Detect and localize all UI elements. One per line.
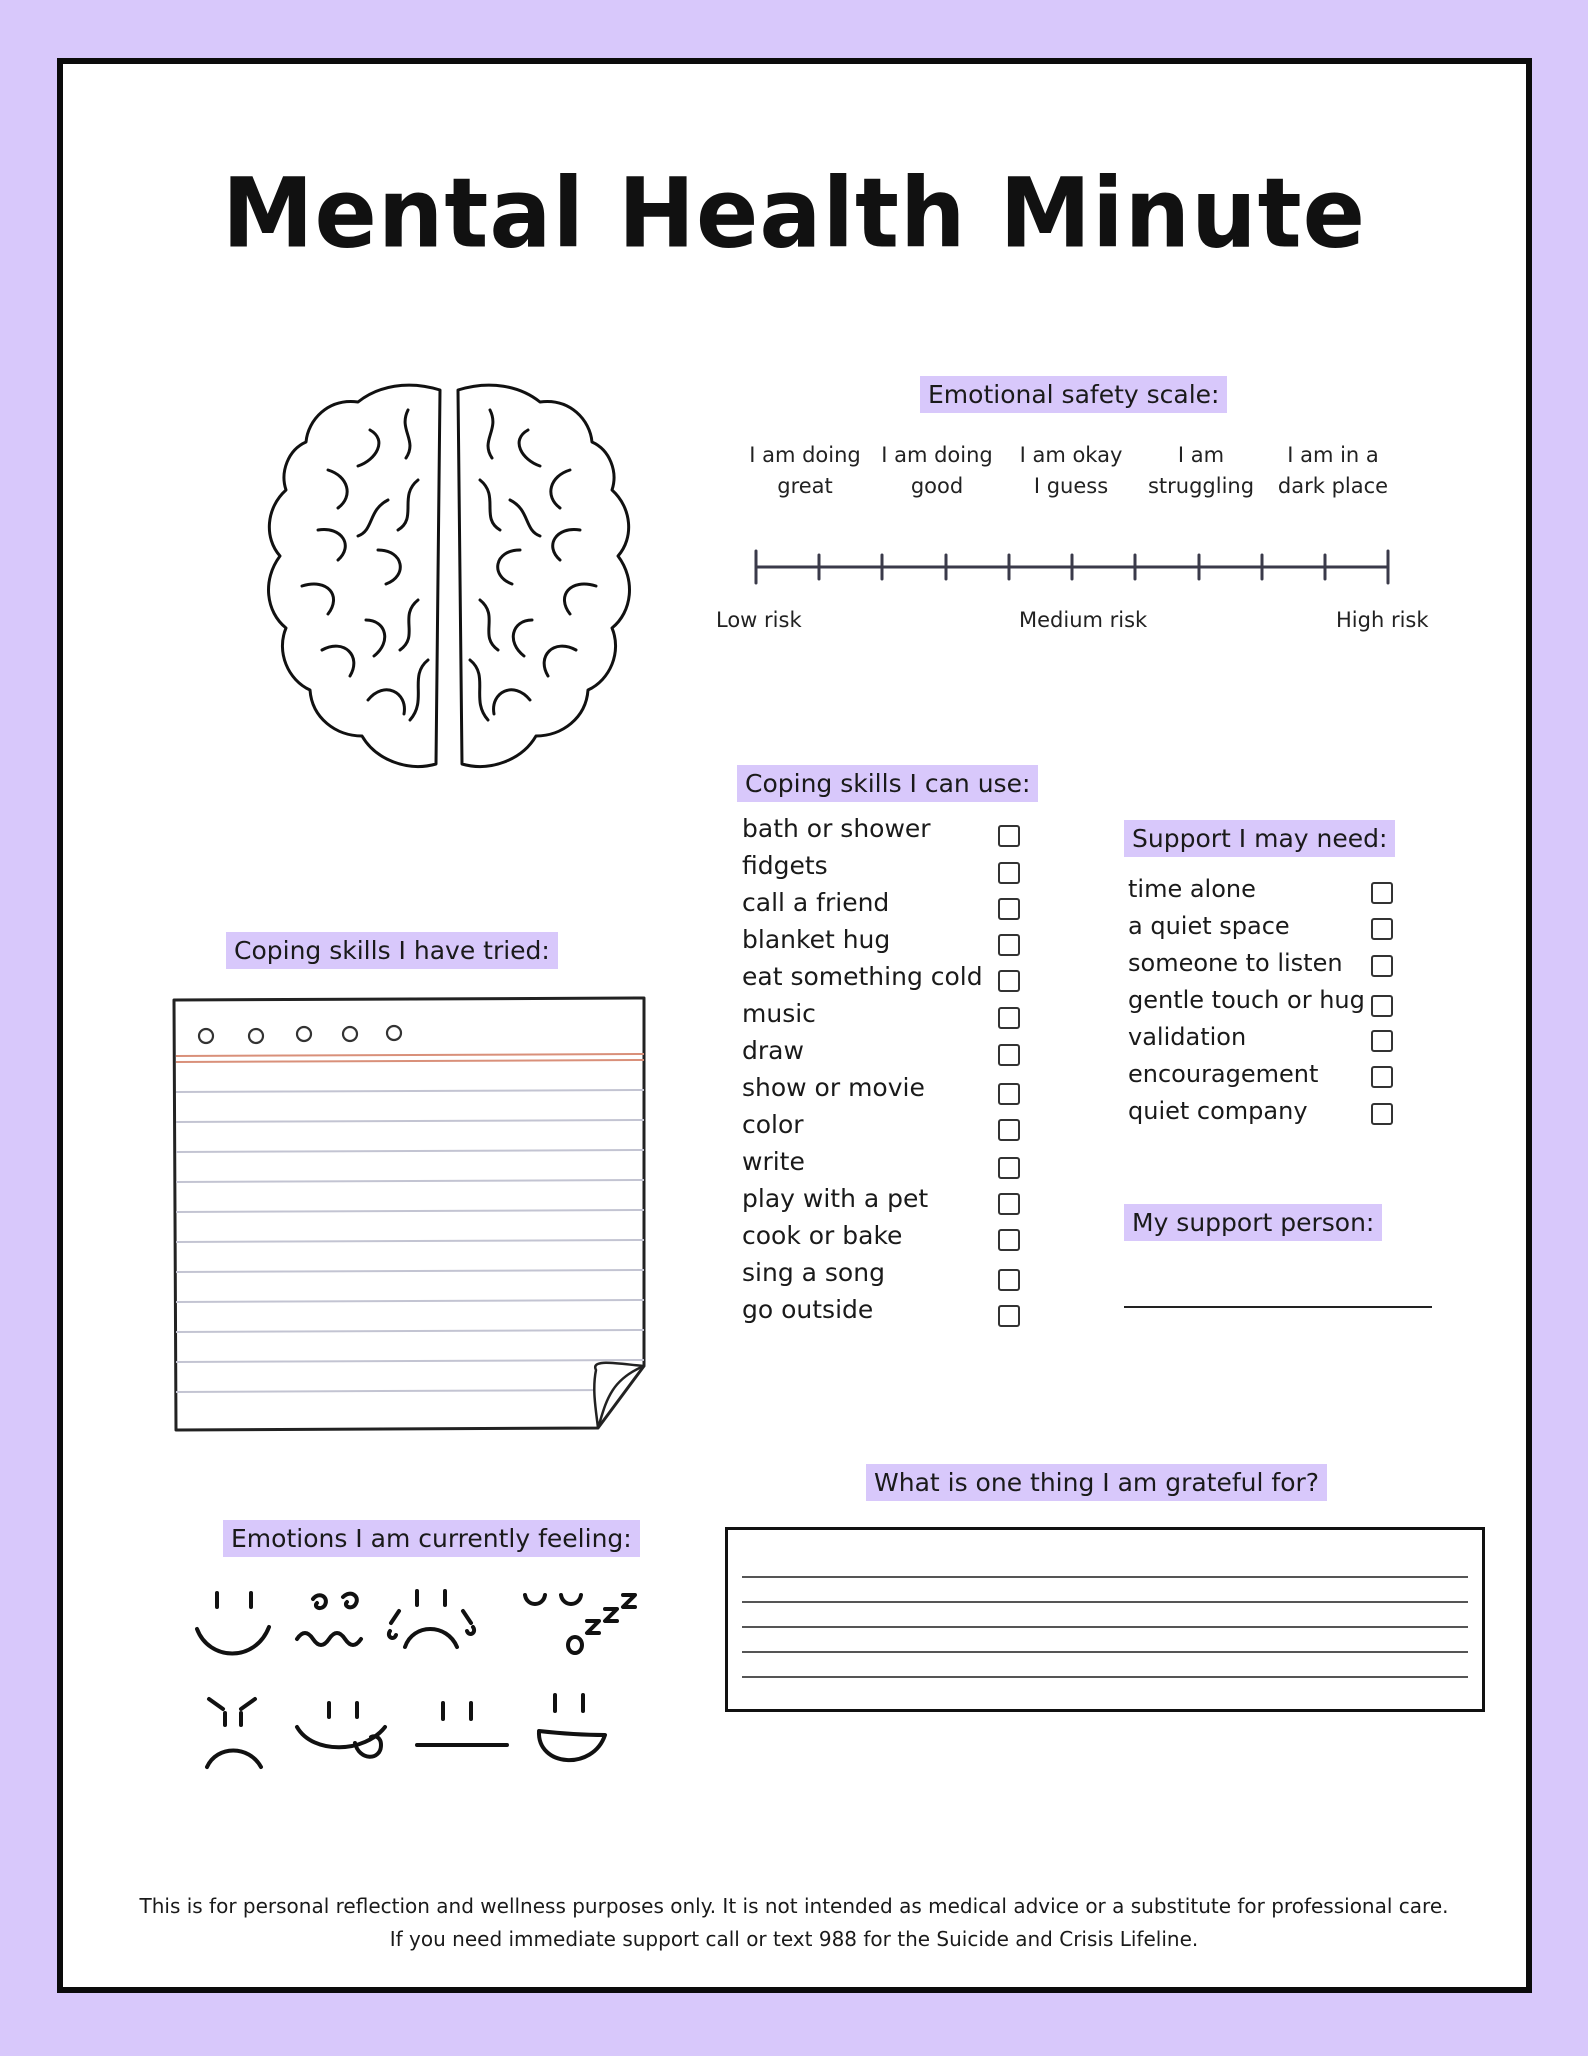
- coping-item-label: eat something cold: [742, 962, 983, 991]
- angry-face-icon: [207, 1699, 261, 1767]
- emotions-heading: Emotions I am currently feeling:: [223, 1520, 640, 1557]
- gratitude-heading: What is one thing I am grateful for?: [866, 1464, 1327, 1501]
- dizzy-face-icon: [297, 1594, 361, 1645]
- support-checkbox[interactable]: [1371, 882, 1393, 904]
- grinning-face-icon: [539, 1695, 605, 1760]
- coping-checkbox[interactable]: [998, 825, 1020, 847]
- support-checkbox[interactable]: [1371, 955, 1393, 977]
- gratitude-line: [742, 1626, 1468, 1628]
- support-item-label: a quiet space: [1128, 912, 1290, 940]
- support-item-label: time alone: [1128, 875, 1256, 903]
- support-needs-heading: Support I may need:: [1124, 820, 1395, 857]
- gratitude-line: [742, 1576, 1468, 1578]
- coping-checkbox[interactable]: [998, 898, 1020, 920]
- scale-level-struggling: [1136, 440, 1266, 502]
- support-checkbox[interactable]: [1371, 995, 1393, 1017]
- disclaimer: [0, 1890, 1588, 1956]
- coping-item-label: play with a pet: [742, 1184, 929, 1213]
- scale-level-okay: [1006, 440, 1136, 502]
- scale-level-great-line2: great: [777, 474, 833, 498]
- emotion-faces: [185, 1585, 665, 1785]
- neutral-face-icon: [417, 1703, 507, 1745]
- scale-level-good-line1: I am doing: [881, 443, 993, 467]
- coping-checkbox[interactable]: [998, 1193, 1020, 1215]
- support-item-label: quiet company: [1128, 1097, 1308, 1125]
- coping-item-label: color: [742, 1110, 804, 1139]
- risk-high-label: High risk: [1336, 608, 1429, 632]
- scale-level-great-line1: I am doing: [749, 443, 861, 467]
- coping-checkbox[interactable]: [998, 1119, 1020, 1141]
- coping-item-label: show or movie: [742, 1073, 925, 1102]
- support-person-line[interactable]: [1124, 1306, 1432, 1308]
- gratitude-line: [742, 1651, 1468, 1653]
- coping-item-label: cook or bake: [742, 1221, 903, 1250]
- coping-checkbox[interactable]: [998, 1083, 1020, 1105]
- coping-use-heading: Coping skills I can use:: [737, 765, 1038, 802]
- page-title: Mental Health Minute: [221, 157, 1367, 270]
- support-checkbox[interactable]: [1371, 1066, 1393, 1088]
- disclaimer-line1: This is for personal reflection and wellness purposes only. It is not intended as medical advice or a substitute for professional care.: [139, 1894, 1449, 1918]
- risk-low-label: Low risk: [716, 608, 802, 632]
- coping-item-label: fidgets: [742, 851, 828, 880]
- coping-checkbox[interactable]: [998, 934, 1020, 956]
- notepad-icon[interactable]: [170, 996, 650, 1436]
- coping-item-label: sing a song: [742, 1258, 885, 1287]
- support-item-label: encouragement: [1128, 1060, 1319, 1088]
- coping-item-label: blanket hug: [742, 925, 891, 954]
- disclaimer-line2: If you need immediate support call or text 988 for the Suicide and Crisis Lifeline.: [389, 1927, 1199, 1951]
- gratitude-line: [742, 1676, 1468, 1678]
- scale-level-great: [740, 440, 870, 502]
- coping-checkbox[interactable]: [998, 862, 1020, 884]
- scale-level-struggling-line1: I am: [1177, 443, 1225, 467]
- gratitude-line: [742, 1601, 1468, 1603]
- scale-level-dark-place-line2: dark place: [1277, 474, 1389, 498]
- support-checkbox[interactable]: [1371, 1103, 1393, 1125]
- support-item-label: someone to listen: [1128, 949, 1343, 977]
- support-person-heading: My support person:: [1124, 1204, 1382, 1241]
- coping-checkbox[interactable]: [998, 1305, 1020, 1327]
- gratitude-box[interactable]: [725, 1527, 1485, 1712]
- risk-scale-line: [750, 545, 1396, 591]
- coping-checkbox[interactable]: [998, 1229, 1020, 1251]
- scale-level-okay-line2: I guess: [1033, 474, 1109, 498]
- scale-level-okay-line1: I am okay: [1019, 443, 1123, 467]
- support-item-label: validation: [1128, 1023, 1247, 1051]
- coping-checkbox[interactable]: [998, 1007, 1020, 1029]
- brain-icon: [258, 380, 640, 790]
- coping-item-label: music: [742, 999, 816, 1028]
- silly-face-icon: [297, 1703, 385, 1757]
- scale-level-struggling-line2: struggling: [1147, 474, 1255, 498]
- coping-checkbox[interactable]: [998, 1044, 1020, 1066]
- safety-scale-heading: Emotional safety scale:: [920, 376, 1227, 413]
- coping-checkbox[interactable]: [998, 1269, 1020, 1291]
- coping-checkbox[interactable]: [998, 1157, 1020, 1179]
- sleepy-face-icon: [525, 1595, 635, 1653]
- coping-item-label: go outside: [742, 1295, 874, 1324]
- scale-level-dark-place: [1268, 440, 1398, 502]
- coping-item-label: draw: [742, 1036, 804, 1065]
- scale-level-dark-place-line1: I am in a: [1287, 443, 1379, 467]
- coping-item-label: bath or shower: [742, 814, 931, 843]
- coping-item-label: call a friend: [742, 888, 890, 917]
- scale-level-good: [872, 440, 1002, 502]
- happy-face-icon: [197, 1593, 269, 1654]
- coping-item-label: write: [742, 1147, 805, 1176]
- sad-face-icon: [389, 1591, 474, 1647]
- scale-level-good-line2: good: [910, 474, 964, 498]
- coping-tried-heading: Coping skills I have tried:: [226, 932, 558, 969]
- support-checkbox[interactable]: [1371, 1030, 1393, 1052]
- support-item-label: gentle touch or hug: [1128, 986, 1365, 1014]
- support-checkbox[interactable]: [1371, 918, 1393, 940]
- coping-checkbox[interactable]: [998, 970, 1020, 992]
- risk-medium-label: Medium risk: [1019, 608, 1148, 632]
